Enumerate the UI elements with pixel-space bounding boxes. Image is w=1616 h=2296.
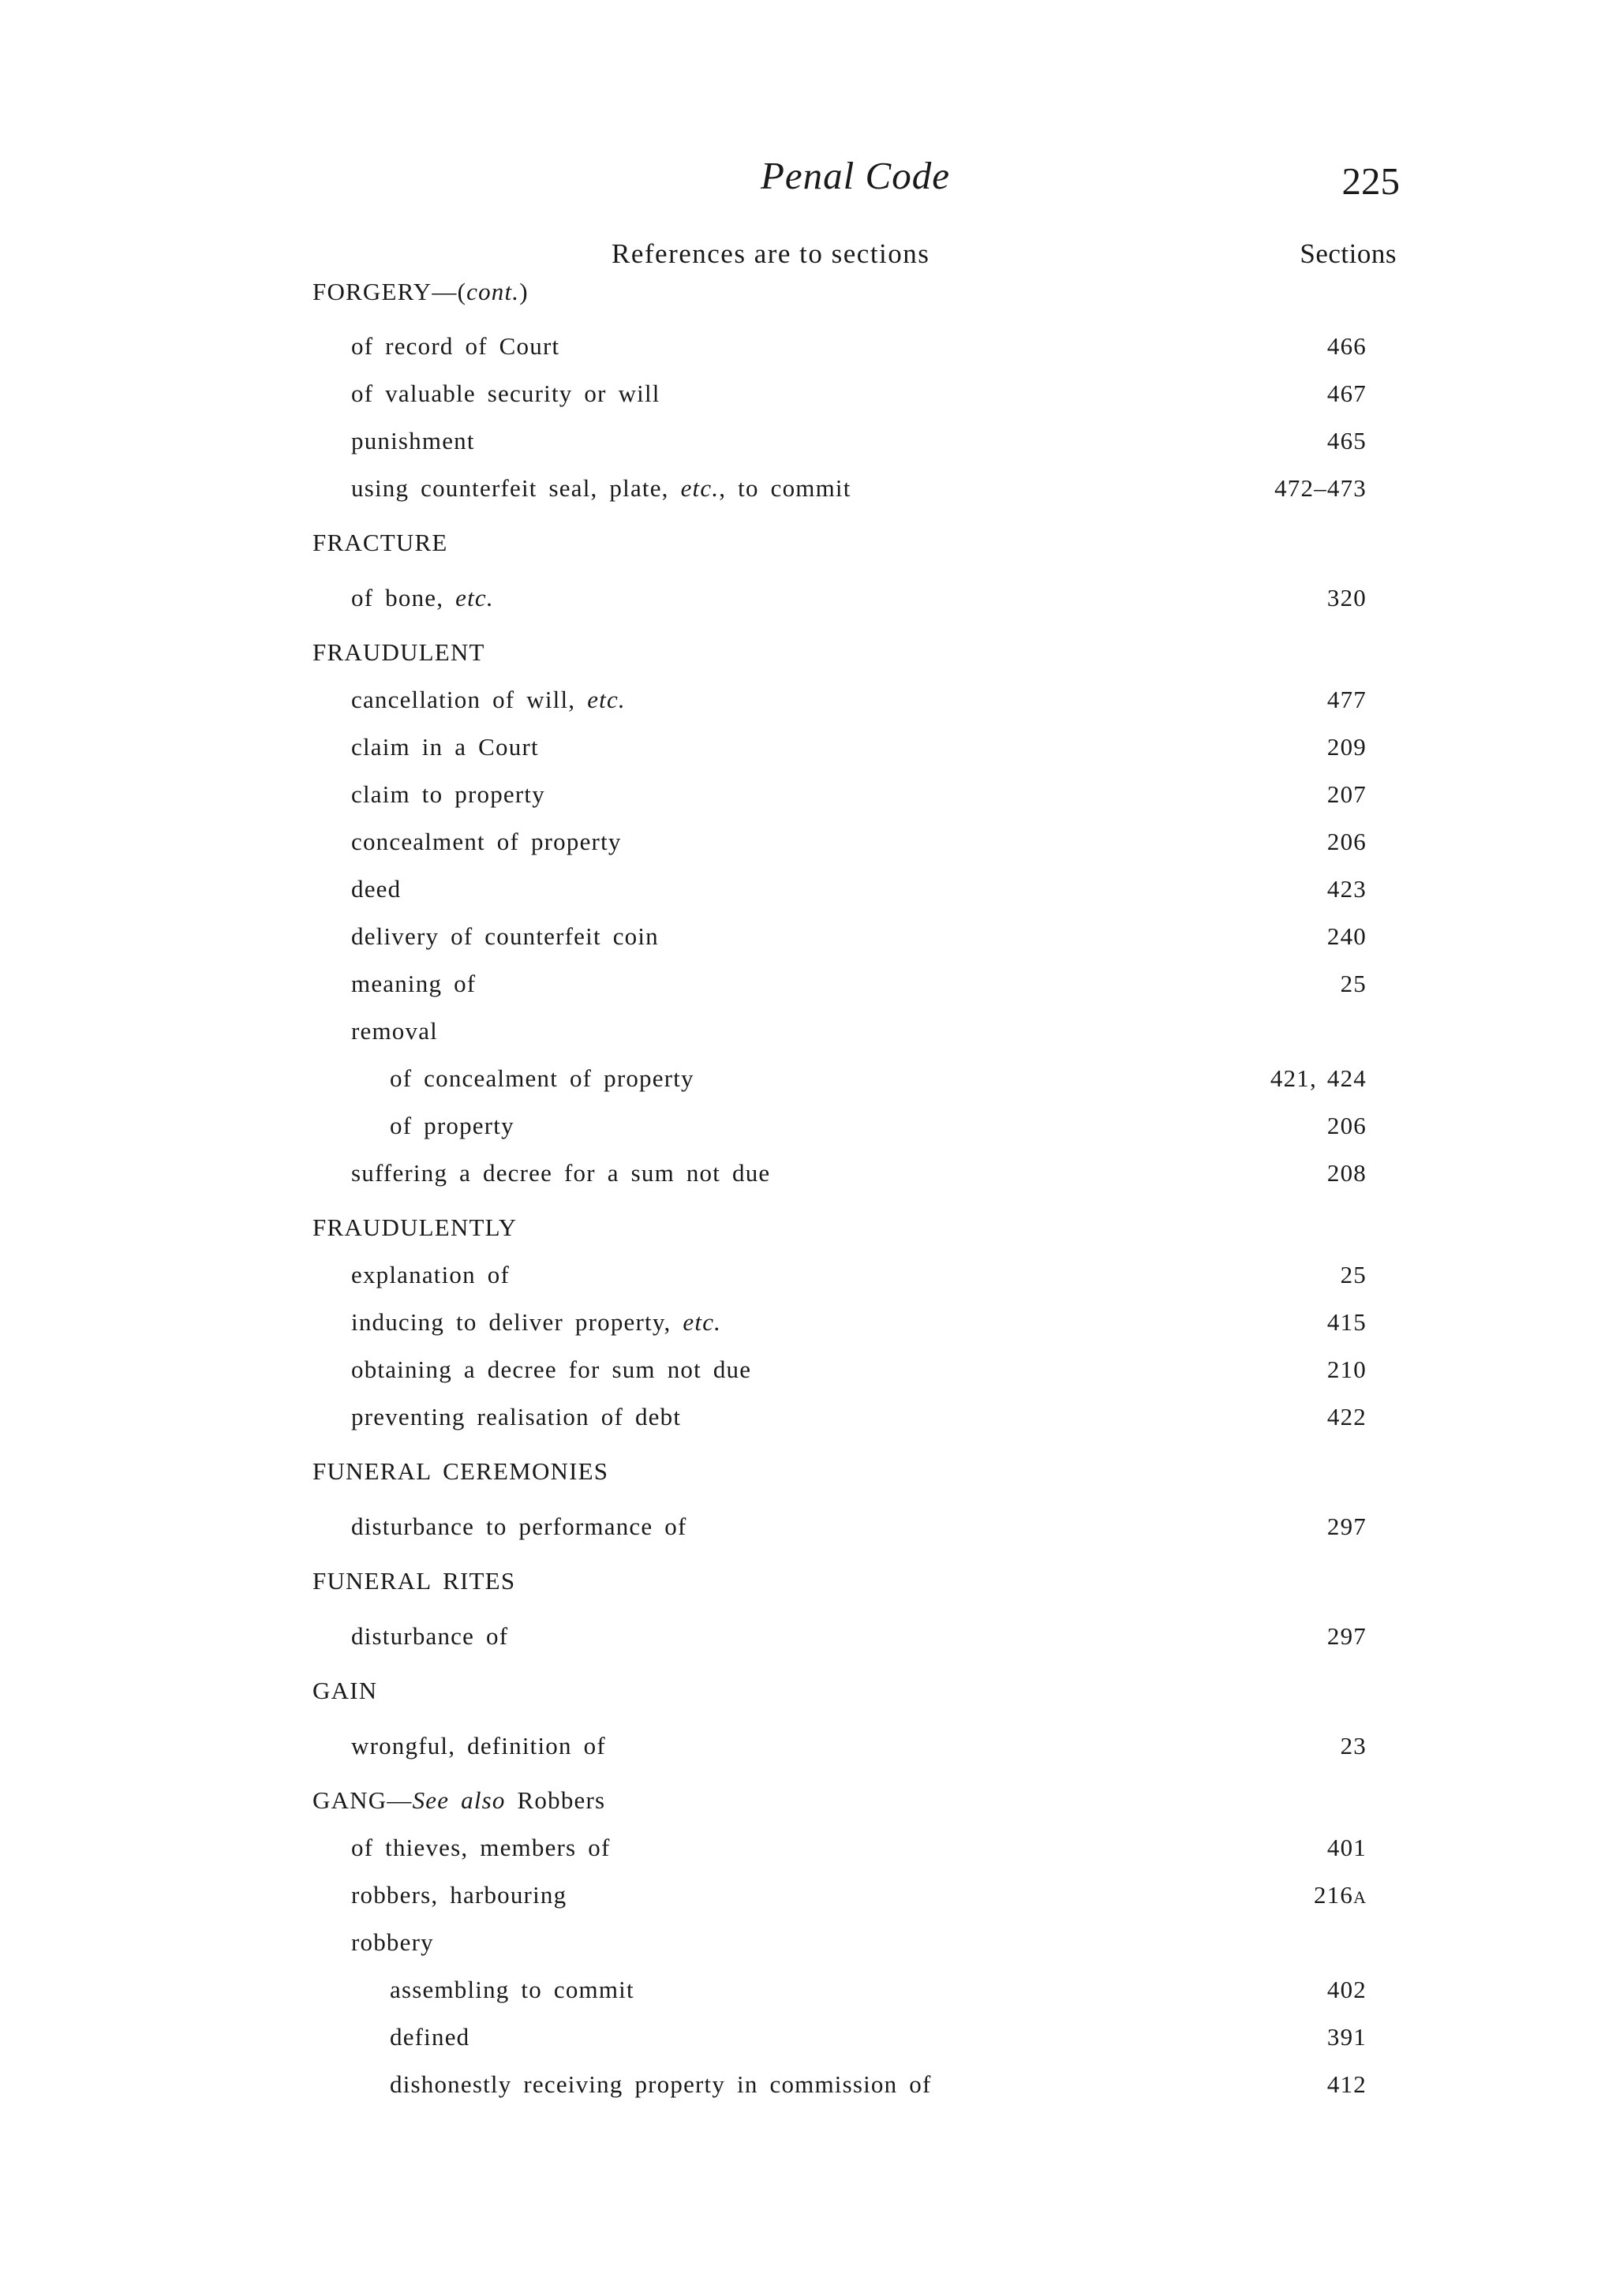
index-entry <box>312 1928 1367 1976</box>
entry-term: wrongful, definition of <box>351 1732 606 1759</box>
entry-term: cancellation of will, etc. <box>351 686 626 713</box>
index-entry <box>312 875 1367 922</box>
section-reference: 472–473 <box>1274 474 1367 502</box>
entry-term: preventing realisation of debt <box>351 1403 682 1430</box>
section-reference: 23 <box>1340 1732 1367 1759</box>
entry-term: inducing to deliver property, etc. <box>351 1308 722 1336</box>
entry-term: meaning of <box>351 970 477 997</box>
section-reference: 415 <box>1326 1308 1367 1336</box>
entry-term: claim to property <box>351 780 545 808</box>
index-heading <box>312 638 1367 686</box>
index-entry <box>312 780 1367 828</box>
heading-term: FRAUDULENTLY <box>312 1213 518 1241</box>
index-list <box>312 278 1367 2118</box>
heading-term: FUNERAL RITES <box>312 1567 516 1595</box>
section-reference: 320 <box>1326 584 1367 611</box>
section-reference: 216A <box>1314 1881 1367 1909</box>
entry-term: dishonestly receiving property in commission of <box>390 2070 932 2098</box>
index-entry <box>312 1308 1367 1356</box>
entry-term: obtaining a decree for sum not due <box>351 1356 752 1383</box>
heading-term: FORGERY—(cont.) <box>312 278 529 305</box>
section-reference: 421, 424 <box>1270 1064 1367 1092</box>
heading-term: FUNERAL CEREMONIES <box>312 1457 609 1485</box>
index-heading <box>312 1457 1367 1513</box>
section-reference: 465 <box>1326 427 1367 454</box>
index-entry <box>312 922 1367 970</box>
index-heading <box>312 1213 1367 1261</box>
index-heading <box>312 278 1367 332</box>
sections-caption: Sections <box>1300 238 1397 269</box>
entry-term: of concealment of property <box>390 1064 694 1092</box>
section-reference: 477 <box>1326 686 1367 713</box>
heading-term: GANG—See also Robbers <box>312 1786 606 1814</box>
heading-term: FRAUDULENT <box>312 638 485 666</box>
running-title: Penal Code <box>761 154 950 197</box>
section-reference: 422 <box>1326 1403 1367 1430</box>
entry-term: explanation of <box>351 1261 510 1288</box>
section-reference: 206 <box>1326 828 1367 855</box>
index-entry <box>312 474 1367 529</box>
index-heading <box>312 1567 1367 1622</box>
index-entry <box>312 828 1367 875</box>
entry-term: disturbance of <box>351 1622 509 1650</box>
entry-term: of bone, etc. <box>351 584 494 611</box>
entry-term: of record of Court <box>351 332 560 360</box>
section-reference: 412 <box>1326 2070 1367 2098</box>
index-entry <box>312 1622 1367 1677</box>
section-reference: 209 <box>1326 733 1367 761</box>
index-entry <box>312 584 1367 638</box>
index-entry <box>312 380 1367 427</box>
index-heading <box>312 1677 1367 1732</box>
index-heading <box>312 529 1367 584</box>
index-entry <box>312 2023 1367 2070</box>
index-entry <box>312 427 1367 474</box>
entry-term: concealment of property <box>351 828 622 855</box>
index-entry <box>312 1064 1367 1112</box>
section-reference: 423 <box>1326 875 1367 903</box>
heading-term: GAIN <box>312 1677 378 1704</box>
section-reference: 207 <box>1326 780 1367 808</box>
section-reference: 297 <box>1326 1513 1367 1540</box>
entry-term: disturbance to performance of <box>351 1513 687 1540</box>
index-entry <box>312 1732 1367 1786</box>
index-entry <box>312 686 1367 733</box>
index-entry <box>312 970 1367 1017</box>
section-reference: 210 <box>1326 1356 1367 1383</box>
index-entry <box>312 1261 1367 1308</box>
entry-term: suffering a decree for a sum not due <box>351 1159 771 1187</box>
section-reference: 25 <box>1340 1261 1367 1288</box>
index-heading <box>312 1786 1367 1834</box>
entry-term: defined <box>390 2023 470 2051</box>
entry-term: removal <box>351 1017 438 1045</box>
section-reference: 391 <box>1326 2023 1367 2051</box>
index-entry <box>312 1159 1367 1213</box>
heading-term: FRACTURE <box>312 529 448 556</box>
index-entry <box>312 1976 1367 2023</box>
entry-term: deed <box>351 875 402 903</box>
index-entry <box>312 1356 1367 1403</box>
index-entry <box>312 733 1367 780</box>
section-reference: 297 <box>1326 1622 1367 1650</box>
section-reference: 467 <box>1326 380 1367 407</box>
column-caption: References are to sections <box>612 238 930 269</box>
entry-term: delivery of counterfeit coin <box>351 922 659 950</box>
section-reference: 466 <box>1326 332 1367 360</box>
section-reference: 240 <box>1326 922 1367 950</box>
index-entry <box>312 1403 1367 1457</box>
entry-term: of valuable security or will <box>351 380 660 407</box>
section-reference: 206 <box>1326 1112 1367 1139</box>
index-entry <box>312 1112 1367 1159</box>
entry-term: robbers, harbouring <box>351 1881 567 1909</box>
index-entry <box>312 1881 1367 1928</box>
entry-term: punishment <box>351 427 475 454</box>
entry-term: assembling to commit <box>390 1976 634 2003</box>
section-reference: 208 <box>1326 1159 1367 1187</box>
section-reference: 25 <box>1340 970 1367 997</box>
index-entry <box>312 2070 1367 2118</box>
index-entry <box>312 1513 1367 1567</box>
entry-term: of property <box>390 1112 514 1139</box>
index-entry <box>312 1834 1367 1881</box>
index-entry <box>312 332 1367 380</box>
page-number: 225 <box>1341 159 1400 203</box>
section-reference: 401 <box>1326 1834 1367 1861</box>
entry-term: using counterfeit seal, plate, etc., to commit <box>351 474 851 502</box>
index-entry <box>312 1017 1367 1064</box>
entry-term: of thieves, members of <box>351 1834 611 1861</box>
section-reference: 402 <box>1326 1976 1367 2003</box>
entry-term: claim in a Court <box>351 733 539 761</box>
entry-term: robbery <box>351 1928 434 1956</box>
